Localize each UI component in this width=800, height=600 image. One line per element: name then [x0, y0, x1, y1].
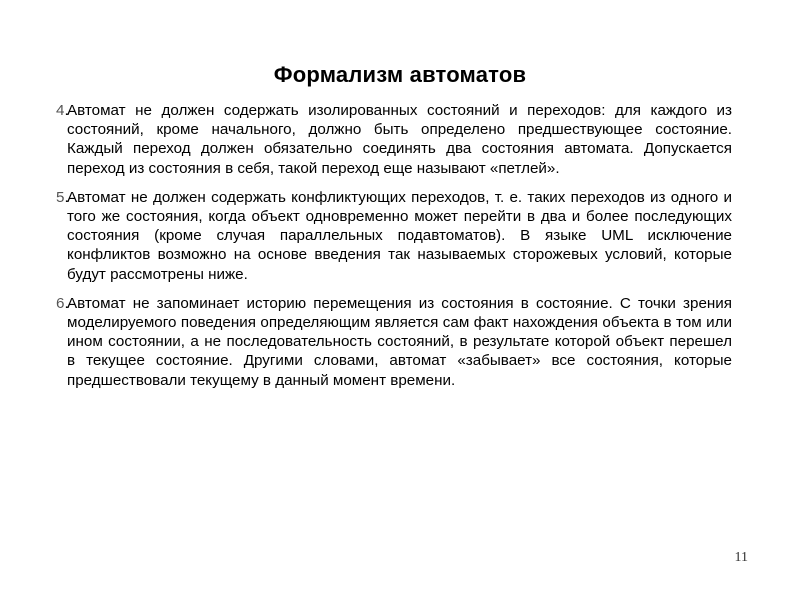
list-item-text: Автомат не должен содержать изолированных состояний и переходов: для каждого из состояний, кроме начального, должно быть определено предшествующее состояние. Каждый переход должен обязательно соединять два состояния автомата. Допускается переход из состояния в себя, такой переход еще называют «петлей».: [67, 102, 732, 177]
list-item-text: Автомат не запоминает историю перемещения из состояния в состояние. С точки зрения моделируемого поведения определяющим является сам факт нахождения объекта в том или ином состоянии, а не последовательность состояний, в результате которой объект перешел в текущее состояние. Другими словами, автомат «забывает» все состояния, которые предшествовали текущему в данный момент времени.: [67, 294, 732, 389]
page-number: 11: [734, 550, 748, 565]
slide-title: Формализм автоматов: [273, 62, 527, 87]
list-item-4: [56, 101, 732, 178]
list-item-number: 5 .: [56, 188, 69, 207]
list-item-number: 6 .: [56, 294, 69, 313]
slide-body: [56, 101, 732, 400]
list-item-6: [56, 294, 732, 390]
list-item-number: 4 .: [56, 101, 69, 120]
list-item-text: Автомат не должен содержать конфликтующих переходов, т. е. таких переходов из одного и того же состояния, когда объект одновременно может перейти в два и более последующих состояния (кроме случая параллельных подавтоматов). В языке UML исключение конфликтов возможно на основе введения так называемых сторожевых условий, которые будут рассмотрены ниже.: [67, 188, 732, 283]
list-item-5: [56, 188, 732, 284]
